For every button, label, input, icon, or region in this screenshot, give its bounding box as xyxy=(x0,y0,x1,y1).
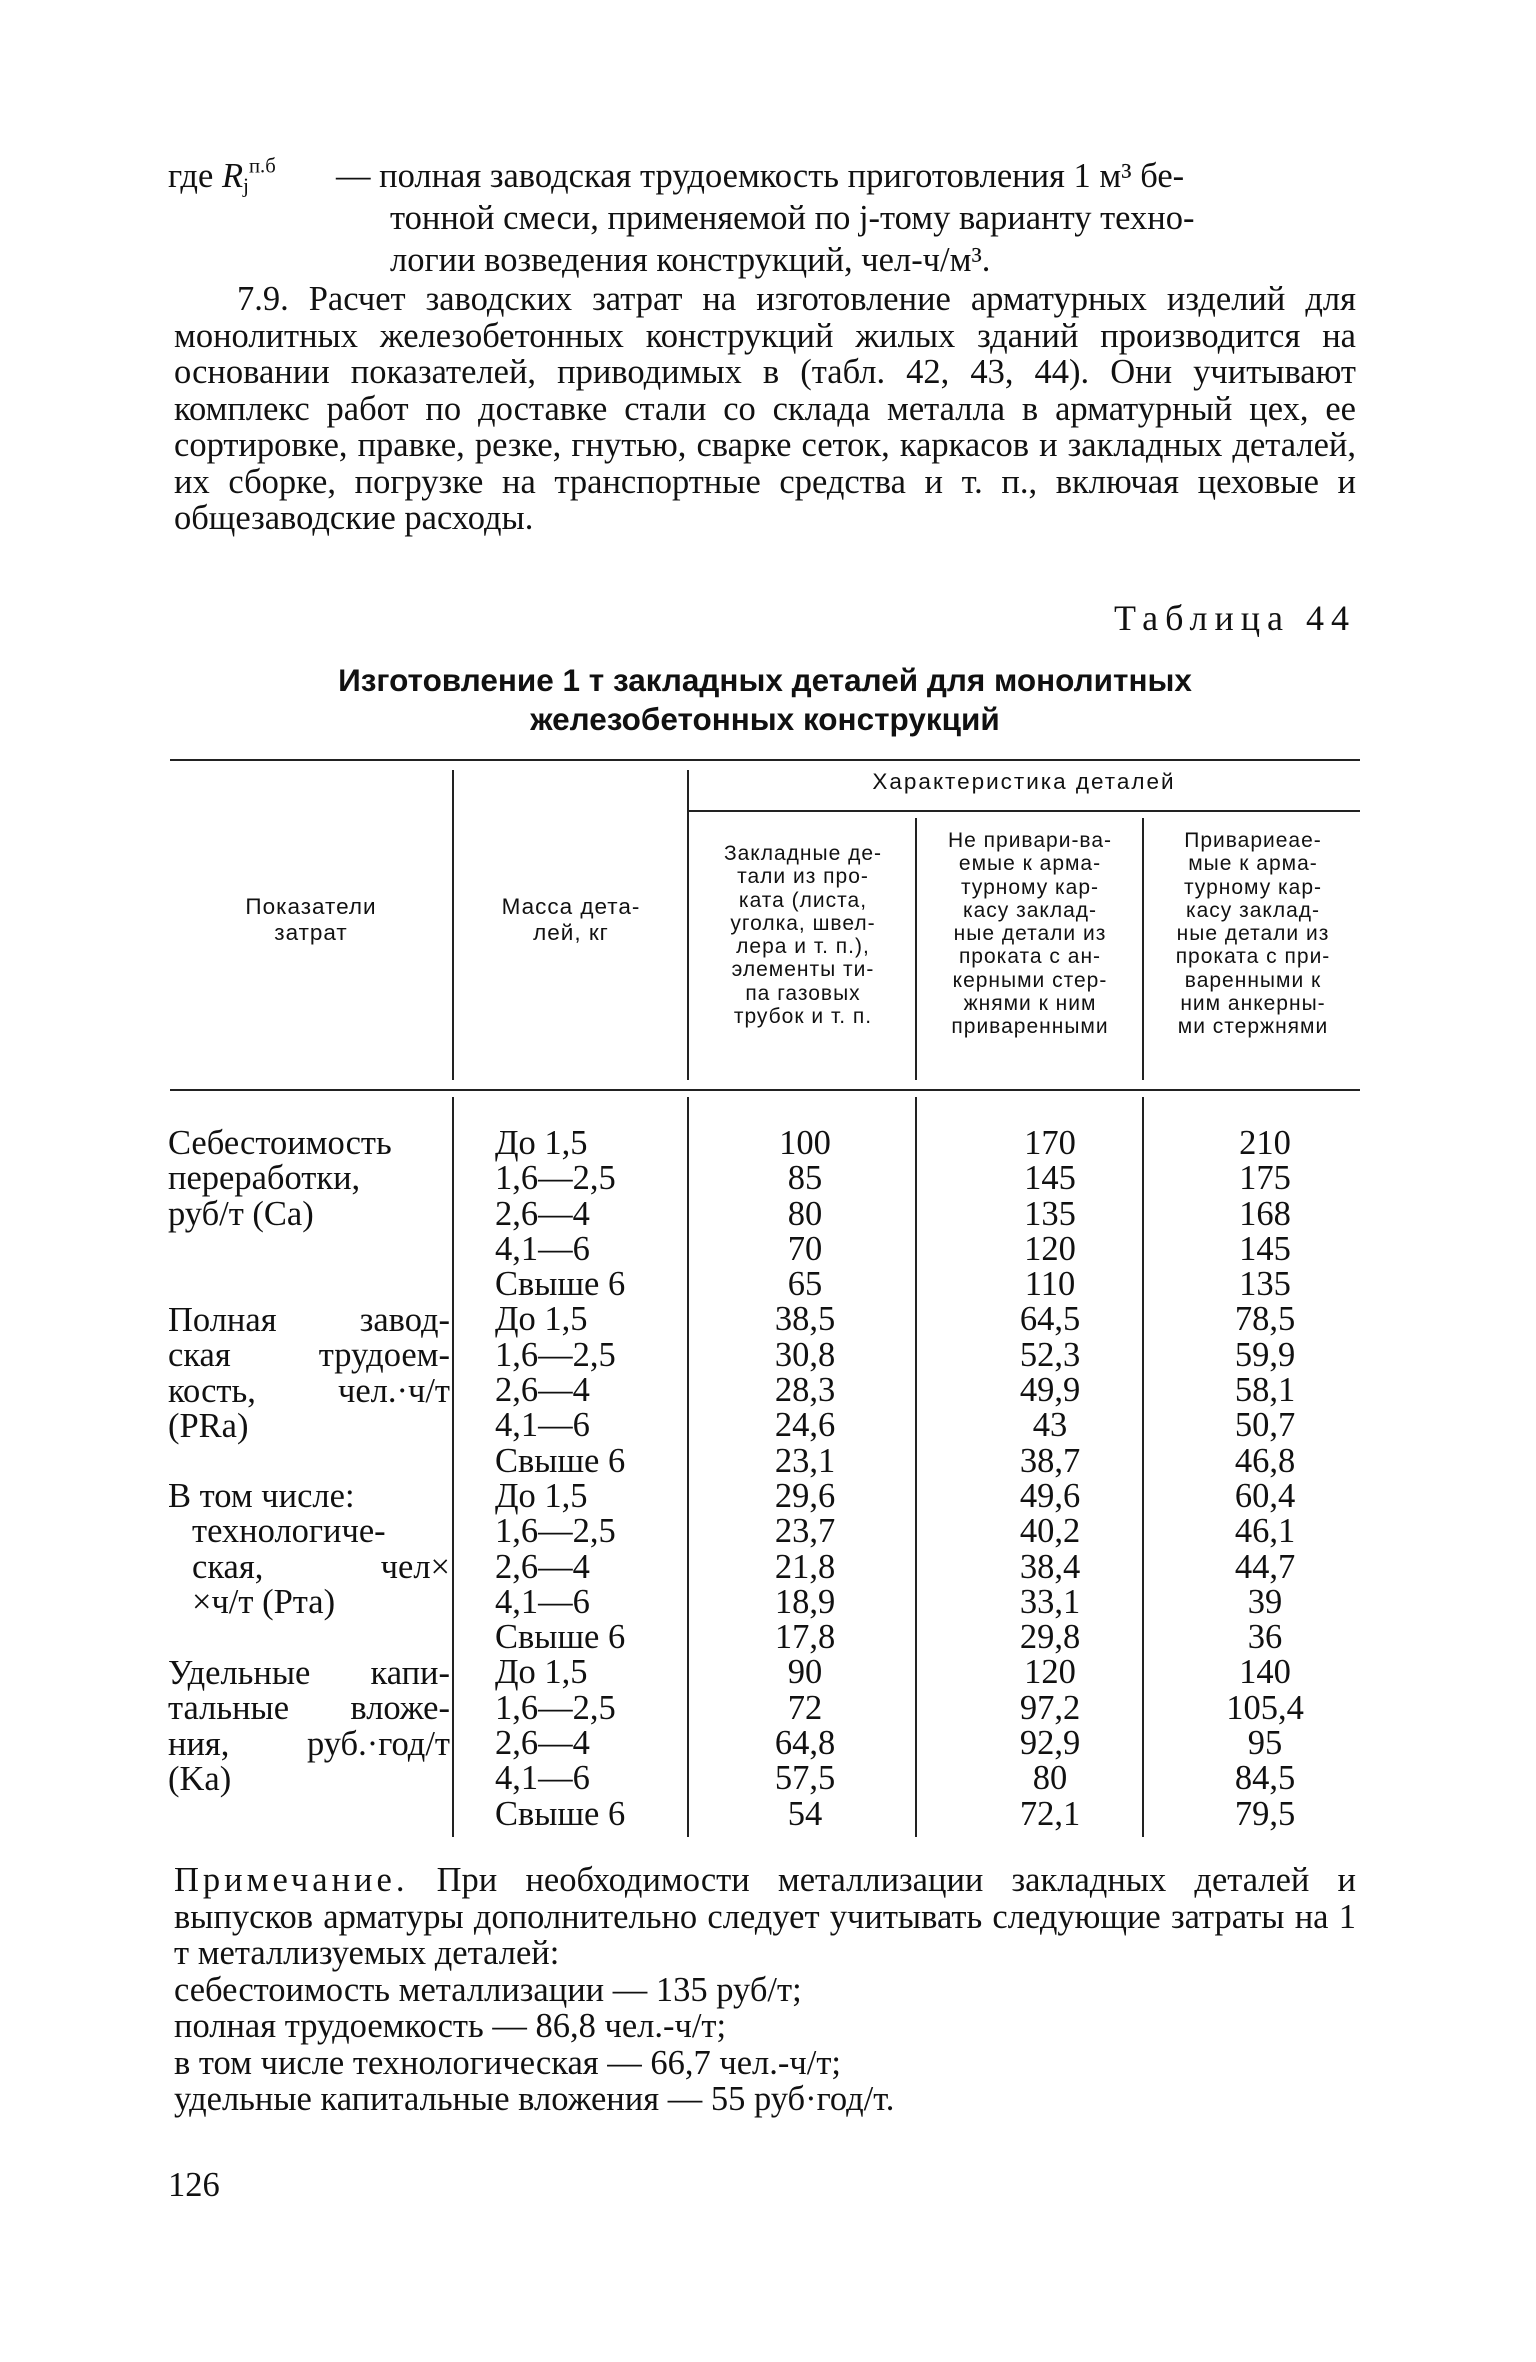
note-item: полная трудоемкость — 86,8 чел.-ч/т; xyxy=(174,2007,727,2045)
header-line: приваренными xyxy=(951,1015,1109,1039)
table-cell-value: 46,8 xyxy=(1234,1441,1296,1480)
header-line: проката с ан- xyxy=(958,945,1102,969)
header-line: тали из про- xyxy=(737,865,869,889)
note-item: себестоимость металлизации — 135 руб/т; xyxy=(174,1970,802,2009)
table-cell-value: 54 xyxy=(787,1794,823,1833)
table-cell-mass: До 1,5 xyxy=(495,1124,588,1162)
table-cell-value: 72,1 xyxy=(1019,1794,1081,1833)
table-cell-value: 58,1 xyxy=(1234,1371,1296,1410)
table-cell-mass: Свыше 6 xyxy=(495,1794,626,1833)
formula-symbol: где $R_j^{п.б}$ xyxy=(168,155,276,198)
table-cell-mass: 2,6—4 xyxy=(495,1547,590,1586)
table-cell-value: 120 xyxy=(1024,1229,1076,1268)
header-line: ные детали из xyxy=(1176,922,1330,946)
table-cell-value: 100 xyxy=(779,1124,831,1162)
table-top-rule xyxy=(170,759,1360,761)
column-welded xyxy=(1170,1126,1360,1832)
table-cell-mass: 2,6—4 xyxy=(495,1371,590,1410)
table-title: Изготовление 1 т закладных деталей для монолитных железобетонных конструкций xyxy=(338,662,1192,737)
header-line: ним анкерны- xyxy=(1180,992,1326,1016)
table-cell-value: 140 xyxy=(1239,1653,1291,1692)
table-cell-value: 110 xyxy=(1024,1265,1076,1304)
table-cell-value: 46,1 xyxy=(1234,1512,1296,1551)
table-cell-mass: 4,1—6 xyxy=(495,1406,590,1445)
header-line: ката (листа, xyxy=(738,888,868,912)
row-label-tech-labor: В том числе: технологиче- ская, чел× ×ч/т (Pта) xyxy=(168,1477,450,1621)
header-line: Не привари-ва- xyxy=(947,829,1113,852)
table-cell-value: 38,5 xyxy=(774,1300,836,1339)
table-cell-value: 210 xyxy=(1239,1124,1291,1162)
header-line: мые к арма- xyxy=(1188,852,1318,876)
definition-line: — полная заводская трудоемкость приготовления 1 м³ бе- xyxy=(336,157,1185,195)
table-cell-mass: До 1,5 xyxy=(495,1653,588,1692)
table-cell-value: 145 xyxy=(1024,1159,1076,1198)
body-paragraph: 7.9. Расчет заводских затрат на изготовление арматурных изделий для монолитных железобетонных конструкций жилых зданий производится на основании показателей, приводимых в (табл. 42, 43, 44). Они учитывают комплекс работ по доставке стали со склада металла в арматурный цех, ее сортировке, правке, резке, гнутью, сварке сеток, каркасов и закладных деталей, их сборке, погрузке на транспортные средства и т. п., включая цеховые и общезаводские расходы. xyxy=(174,280,1356,537)
table-cell-mass: 4,1—6 xyxy=(495,1759,590,1798)
table-cell-value: 36 xyxy=(1247,1618,1283,1657)
table-cell-mass: 2,6—4 xyxy=(495,1194,590,1233)
table-cell-value: 97,2 xyxy=(1019,1688,1081,1727)
note-lead: Примечание. xyxy=(174,1861,409,1899)
table-cell-value: 80 xyxy=(1032,1759,1068,1798)
table-cell-mass: До 1,5 xyxy=(495,1300,588,1339)
table-cell-value: 29,6 xyxy=(774,1476,836,1515)
column-mass xyxy=(495,1126,655,1832)
table-cell-mass: 1,6—2,5 xyxy=(495,1688,616,1727)
note-text: При необходимости металлизации закладных деталей и выпусков арматуры дополнительно следует учитывать следующие затраты на 1 т металлизуемых деталей: xyxy=(174,1861,1357,1972)
column-divider xyxy=(687,770,689,1080)
table-cell-value: 90 xyxy=(787,1653,823,1692)
header-indicators: Показатели затрат xyxy=(245,894,377,945)
table-cell-value: 79,5 xyxy=(1234,1794,1296,1833)
table-cell-mass: До 1,5 xyxy=(495,1476,588,1515)
table-cell-value: 43 xyxy=(1032,1406,1068,1445)
group-header-rule xyxy=(687,810,1360,812)
table-cell-value: 60,4 xyxy=(1234,1476,1296,1515)
table-cell-mass: 1,6—2,5 xyxy=(495,1159,616,1198)
header-line: касу заклад- xyxy=(1185,898,1321,922)
table-cell-value: 95 xyxy=(1247,1724,1283,1763)
table-cell-value: 23,7 xyxy=(774,1512,836,1551)
column-divider xyxy=(915,1097,917,1837)
column-divider xyxy=(452,1097,454,1837)
table-cell-value: 170 xyxy=(1024,1124,1076,1162)
column-divider xyxy=(687,1097,689,1837)
header-line: варенными к xyxy=(1184,968,1322,992)
table-cell-value: 65 xyxy=(787,1265,823,1304)
table-cell-value: 135 xyxy=(1024,1194,1076,1233)
header-line: проката с при- xyxy=(1175,945,1331,969)
table-cell-value: 49,9 xyxy=(1019,1371,1081,1410)
table-cell-value: 80 xyxy=(787,1194,823,1233)
table-cell-value: 92,9 xyxy=(1019,1724,1081,1763)
table-cell-value: 40,2 xyxy=(1019,1512,1081,1551)
header-line: уголка, швел- xyxy=(730,911,876,935)
formula-definition xyxy=(168,155,1194,281)
table-cell-value: 105,4 xyxy=(1226,1688,1304,1727)
column-divider xyxy=(915,818,917,1080)
definition-line: логии возведения конструкций, чел-ч/м³. xyxy=(390,241,991,279)
table-cell-value: 29,8 xyxy=(1019,1618,1081,1657)
table-cell-value: 59,9 xyxy=(1234,1335,1296,1374)
table-cell-value: 84,5 xyxy=(1234,1759,1296,1798)
table-cell-value: 49,6 xyxy=(1019,1476,1081,1515)
table-cell-value: 17,8 xyxy=(774,1618,836,1657)
column-divider xyxy=(452,770,454,1080)
column-divider xyxy=(1142,1097,1144,1837)
table-cell-value: 70 xyxy=(787,1229,823,1268)
table-cell-value: 64,5 xyxy=(1019,1300,1081,1339)
table-cell-mass: 2,6—4 xyxy=(495,1724,590,1763)
header-line: лера и т. п.), xyxy=(736,935,870,959)
header-line: ные детали из xyxy=(953,922,1107,946)
header-col-2 xyxy=(921,829,1139,1039)
page-number: 126 xyxy=(168,2166,220,2204)
table-note xyxy=(174,1862,1356,2118)
column-divider xyxy=(1142,818,1144,1080)
table-cell-value: 38,4 xyxy=(1019,1547,1081,1586)
table-cell-mass: 4,1—6 xyxy=(495,1582,590,1621)
table-cell-value: 64,8 xyxy=(774,1724,836,1763)
table-cell-value: 24,6 xyxy=(774,1406,836,1445)
table-cell-value: 175 xyxy=(1239,1159,1291,1198)
row-label-cost: Себестоимость переработки, руб/т (Cа) xyxy=(168,1124,392,1233)
header-line: Привариeae- xyxy=(1184,829,1322,852)
table-cell-value: 23,1 xyxy=(774,1441,836,1480)
table-cell-value: 52,3 xyxy=(1019,1335,1081,1374)
header-col-3 xyxy=(1148,829,1358,1039)
table-cell-value: 78,5 xyxy=(1234,1300,1296,1339)
row-label-labor: Полная завод- ская трудоем- кость, чел.·ч/т (PRа) xyxy=(168,1301,450,1445)
header-line: касу заклад- xyxy=(962,898,1098,922)
header-mass: Масса дета- лей, кг xyxy=(501,894,641,945)
table-cell-mass: 1,6—2,5 xyxy=(495,1335,616,1374)
header-line: керными стер- xyxy=(952,968,1108,992)
header-line: турному кар- xyxy=(1183,875,1323,899)
table-cell-mass: Свыше 6 xyxy=(495,1265,626,1304)
table-cell-value: 120 xyxy=(1024,1653,1076,1692)
table-cell-mass: 4,1—6 xyxy=(495,1229,590,1268)
table-cell-value: 145 xyxy=(1239,1229,1291,1268)
table-cell-value: 38,7 xyxy=(1019,1441,1081,1480)
table-cell-value: 18,9 xyxy=(774,1582,836,1621)
table-cell-value: 33,1 xyxy=(1019,1582,1081,1621)
header-line: ми стержнями xyxy=(1177,1015,1329,1039)
header-group: Характеристика деталей xyxy=(872,769,1176,794)
note-item: удельные капитальные вложения — 55 руб·год/т. xyxy=(174,2080,895,2118)
table-cell-value: 85 xyxy=(787,1159,823,1198)
header-bottom-rule xyxy=(170,1089,1360,1091)
table-cell-mass: Свыше 6 xyxy=(495,1441,626,1480)
table-cell-value: 28,3 xyxy=(774,1371,836,1410)
column-embedded-profile xyxy=(700,1126,910,1832)
header-line: трубок и т. п. xyxy=(733,1005,873,1029)
row-label-capital: Удельные капи- тальные вложе- ния, руб.·год/т (Kа) xyxy=(168,1654,450,1798)
table-cell-value: 72 xyxy=(787,1688,823,1727)
header-line: элементы ти- xyxy=(731,958,875,982)
table-cell-value: 44,7 xyxy=(1234,1547,1296,1586)
definition-line: тонной смеси, применяемой по j-тому варианту техно- xyxy=(390,199,1195,237)
header-line: емые к арма- xyxy=(958,852,1102,876)
table-cell-mass: Свыше 6 xyxy=(495,1618,626,1657)
column-not-welded xyxy=(960,1126,1140,1832)
note-item: в том числе технологическая — 66,7 чел.-ч/т; xyxy=(174,2043,841,2082)
table-cell-value: 21,8 xyxy=(774,1547,836,1586)
table-cell-value: 30,8 xyxy=(774,1335,836,1374)
table-cell-value: 50,7 xyxy=(1234,1406,1296,1445)
header-line: Закладные де- xyxy=(723,842,883,865)
header-line: жнями к ним xyxy=(963,992,1097,1016)
header-line: турному кар- xyxy=(960,875,1100,899)
header-col-1 xyxy=(694,842,912,1028)
table-number: Таблица 44 xyxy=(1114,598,1356,638)
table-cell-value: 135 xyxy=(1239,1265,1291,1304)
table-cell-value: 39 xyxy=(1247,1582,1283,1621)
table-cell-value: 57,5 xyxy=(774,1759,836,1798)
table-cell-value: 168 xyxy=(1239,1194,1291,1233)
table-cell-mass: 1,6—2,5 xyxy=(495,1512,616,1551)
header-line: па газовых xyxy=(745,981,861,1005)
